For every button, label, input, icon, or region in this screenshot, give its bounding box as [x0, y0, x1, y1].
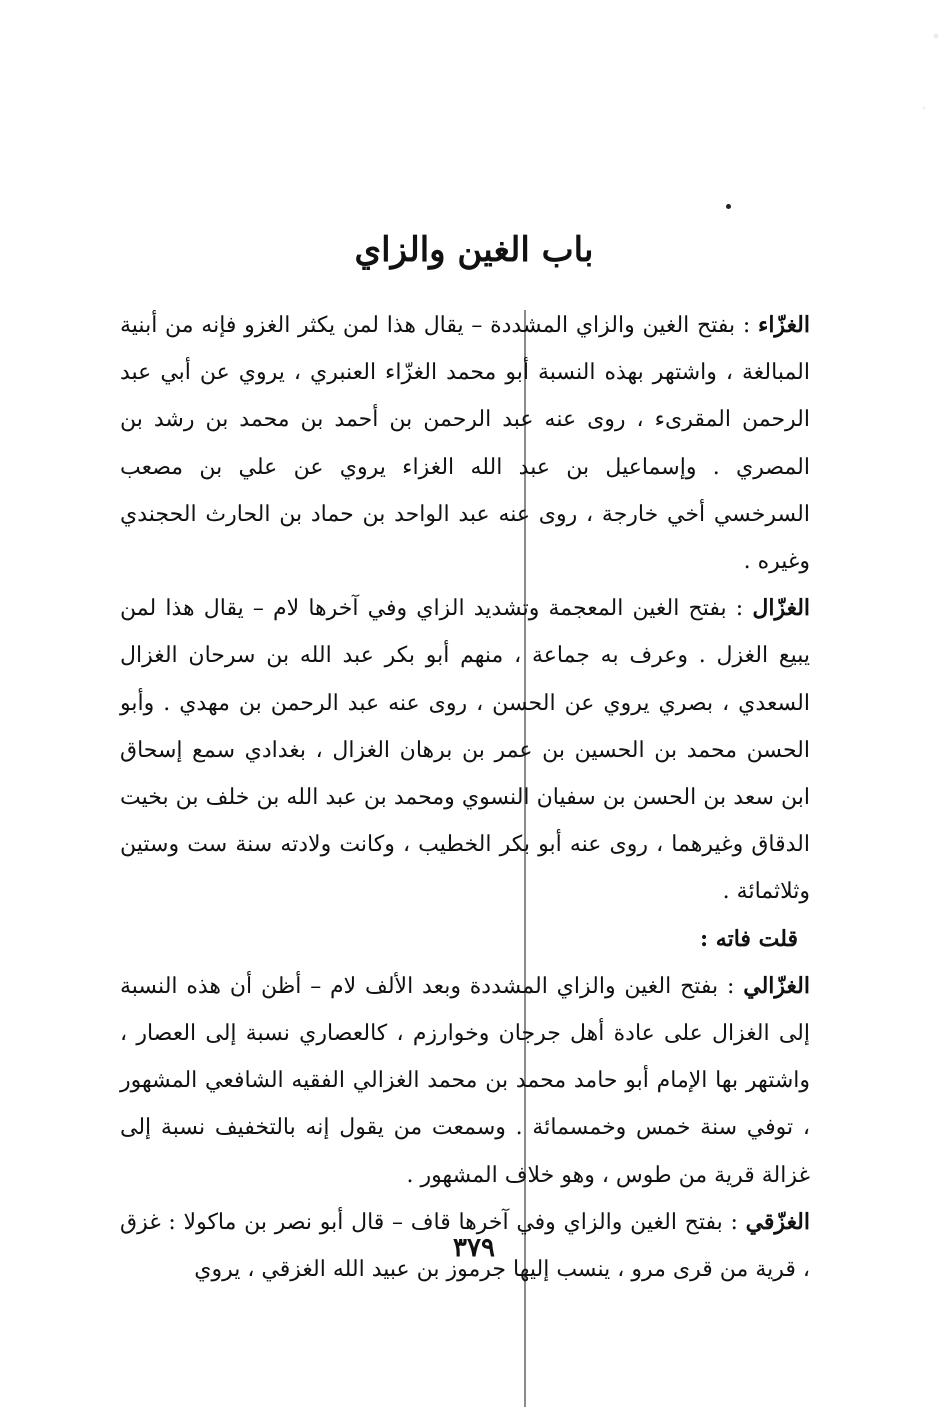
entry-body: : بفتح الغين والزاي المشددة – يقال هذا لمن يكثر الغزو فإنه من أبنية المبالغة ، واشتهر بهذه النسبة أبو محمد الغزّاء العنبري ، يروي عن أبي عبد الرحمن المقرىء ، روى عنه عبد الرحمن بن أحمد بن محمد بن رشد بن المصري . وإسماعيل بن عبد الله الغزاء يروي عن علي بن مصعب السرخسي أخي خارجة ، روى عنه عبد الواحد بن حماد بن الحارث الحجندي وغيره . [120, 313, 810, 575]
entry-ghazza [120, 302, 810, 585]
entry-ghazzali [120, 963, 810, 1199]
entry-head: الغزّالي [743, 972, 810, 999]
entry-body: : بفتح الغين المعجمة وتشديد الزاي وفي آخرها لام – يقال هذا لمن يبيع الغزل . وعرف به جماعة ، منهم أبو بكر عبد الله بن سرحان الغزال السعدي ، بصري يروي عن الحسن ، روى عنه عبد الرحمن بن مهدي . وأبو الحسن محمد بن الحسين بن عمر بن برهان الغزال ، بغدادي سمع إسحاق ابن سعد بن الحسن بن سفيان النسوي ومحمد بن عبد الله بن خلف بن بخيت الدقاق وغيرهما ، روى عنه أبو بكر الخطيب ، وكانت ولادته سنة ست وستين وثلاثمائة . [120, 596, 810, 905]
entry-head: الغزّال [752, 595, 811, 622]
ink-speck [726, 204, 731, 209]
entry-body: : بفتح الغين والزاي وفي آخرها قاف – قال أبو نصر بن ماكولا : غزق ، قرية من قرى مرو ، ينسب إليها جرموز بن عبيد الله الغزقي ، يروي [120, 1209, 810, 1283]
page-number: ٣٧٩ [453, 1233, 495, 1263]
entry-head: الغزّاء [757, 312, 810, 338]
scan-edge-noise [908, 0, 948, 180]
entry-head: الغزّقي [745, 1208, 810, 1235]
entry-body: : بفتح الغين والزاي المشددة وبعد الألف لام – أظن أن هذه النسبة إلى الغزال على عادة أهل جرجان وخوارزم ، كالعصاري نسبة إلى العصار ، واشتهر بها الإمام أبو حامد محمد بن محمد الغزالي الفقيه الشافعي المشهور ، توفي سنة خمس وخمسمائة . وسمعت من يقول إنه بالتخفيف نسبة إلى غزالة قرية من طوس ، وهو خلاف المشهور . [120, 973, 811, 1188]
note-line: قلت فاته : [700, 925, 798, 952]
chapter-title: باب الغين والزاي [354, 230, 594, 270]
text-body [120, 302, 810, 1293]
entry-ghazzal [120, 585, 810, 915]
